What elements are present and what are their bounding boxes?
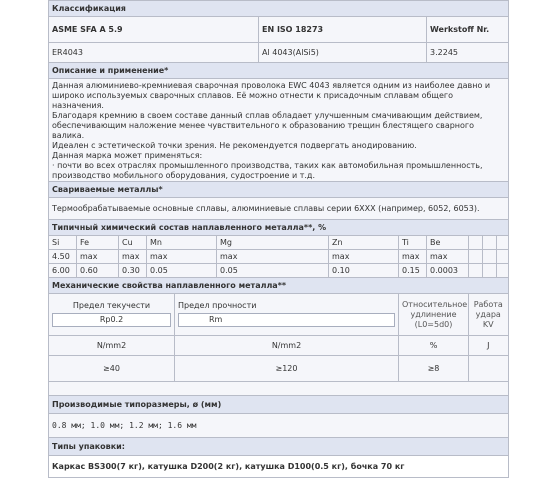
- yield-strength-header: [49, 294, 175, 336]
- value-werkstoff: 3.2245: [427, 43, 509, 63]
- chem-header: Zn: [329, 236, 399, 250]
- chem-header: Si: [49, 236, 77, 250]
- description-line: производство мобильного оборудования, судостроение и т.д.: [52, 171, 315, 180]
- tensile-strength-header: [175, 294, 399, 336]
- chem-max: 0.60: [77, 264, 119, 278]
- description-line: широко используемых сварочных сплавов. Её можно отнести к присадочным сплавам общего назначения.: [52, 91, 453, 110]
- impact-header: Работа удара KV: [469, 294, 509, 336]
- classification-title: Классификация: [49, 1, 509, 17]
- chem-min: max: [77, 250, 119, 264]
- sizes-text: 0.8 мм; 1.0 мм; 1.2 мм; 1.6 мм: [49, 414, 509, 438]
- tensile-unit: N/mm2: [175, 336, 399, 356]
- chem-header: Ti: [399, 236, 427, 250]
- chem-header: Mn: [147, 236, 217, 250]
- chem-min: max: [217, 250, 329, 264]
- elongation-value: ≥8: [399, 356, 469, 382]
- impact-unit: J: [469, 336, 509, 356]
- description-line: Идеален с эстетической точки зрения. Не рекомендуется подвергать анодированию.: [52, 141, 417, 150]
- chem-header: Cu: [119, 236, 147, 250]
- chem-min: max: [119, 250, 147, 264]
- standard-werkstoff: Werkstoff Nr.: [427, 17, 509, 43]
- impact-value: [469, 356, 509, 382]
- chem-min: max: [399, 250, 427, 264]
- spec-table: [48, 0, 509, 478]
- chem-min: max: [147, 250, 217, 264]
- description-line: Благодаря кремнию в своем составе данный сплав обладает улучшенным смачивающим действием,: [52, 111, 483, 120]
- metals-text: Термообрабатываемые основные сплавы, алюминиевые сплавы серии 6XXX (например, 6052, 6053).: [49, 198, 509, 220]
- chem-header: Mg: [217, 236, 329, 250]
- chem-max: 0.05: [147, 264, 217, 278]
- yield-strength-symbol: Rp0.2: [52, 313, 171, 327]
- packaging-text: Каркас BS300(7 кг), катушка D200(2 кг), катушка D100(0.5 кг), бочка 70 кг: [49, 456, 509, 478]
- description-line: Данная марка может применяться:: [52, 151, 203, 160]
- yield-strength-label: Предел текучести: [72, 300, 151, 310]
- mechanical-title: Механические свойства наплавленного металла**: [49, 278, 509, 294]
- standard-en-iso: EN ISO 18273: [259, 17, 427, 43]
- chem-max: 0.10: [329, 264, 399, 278]
- packaging-title: Типы упаковки:: [49, 438, 509, 456]
- value-en-iso: Al 4043(AlSi5): [259, 43, 427, 63]
- description-body: [49, 79, 509, 182]
- tensile-strength-symbol: Rm: [178, 313, 395, 327]
- chem-max: 6.00: [49, 264, 77, 278]
- yield-value: ≥40: [49, 356, 175, 382]
- chem-max: 0.0003: [427, 264, 469, 278]
- description-line: · почти во всех отраслях промышленного производства, таких как автомобильная промышленность,: [52, 161, 483, 170]
- sizes-title: Производимые типоразмеры, ø (мм): [49, 396, 509, 414]
- chem-max: 0.30: [119, 264, 147, 278]
- yield-unit: N/mm2: [49, 336, 175, 356]
- metals-title: Свариваемые металлы*: [49, 182, 509, 198]
- description-line: обеспечивающим наложение менее чувствительного к образованию трещин блестящего сварного валика.: [52, 121, 475, 140]
- chem-min: 4.50: [49, 250, 77, 264]
- chem-max: 0.05: [217, 264, 329, 278]
- chem-header: Be: [427, 236, 469, 250]
- description-line: Данная алюминиево-кремниевая сварочная проволока EWC 4043 является одним из наиболее давно и: [52, 81, 491, 90]
- standard-asme: ASME SFA A 5.9: [49, 17, 259, 43]
- tensile-value: ≥120: [175, 356, 399, 382]
- chem-min: max: [427, 250, 469, 264]
- chem-max: 0.15: [399, 264, 427, 278]
- chem-header: Fe: [77, 236, 119, 250]
- chem-min: max: [329, 250, 399, 264]
- description-title: Описание и применение*: [49, 63, 509, 79]
- elongation-unit: %: [399, 336, 469, 356]
- elongation-header: Относительное удлинение (L0=5d0): [399, 294, 469, 336]
- chemistry-title: Типичный химический состав наплавленного металла**, %: [49, 220, 509, 236]
- value-asme: ER4043: [49, 43, 259, 63]
- tensile-strength-label: Предел прочности: [178, 300, 257, 310]
